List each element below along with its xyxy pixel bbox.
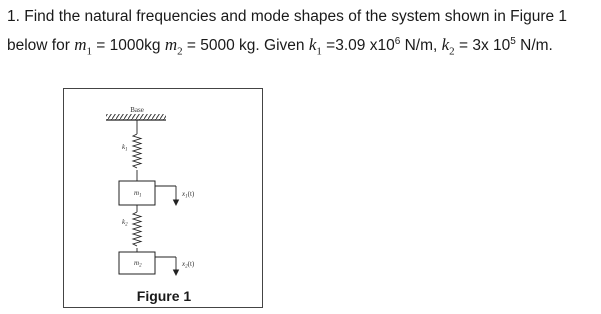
m2-symbol: $m_2$ (164, 35, 183, 58)
line2-prefix: below for (7, 37, 75, 55)
problem-line-1: 1. Find the natural frequencies and mode shapes of the system shown in Figure 1 (7, 8, 568, 25)
k2-unit: N/m. (515, 37, 553, 55)
k2-exponent: 5 (510, 36, 516, 47)
problem-statement (7, 4, 597, 65)
k1-exponent: 6 (394, 36, 401, 47)
figure-caption: Figure 1 (136, 288, 192, 304)
k2-label: $k_2$ (122, 218, 128, 228)
k2-symbol: $k_2$ (441, 35, 455, 58)
x1-label: $x_1(t)$ (182, 190, 195, 200)
m1-value: = 1000kg (91, 37, 165, 55)
base-label: Base (130, 106, 144, 114)
k1-value: =3.09 x10 (321, 37, 395, 55)
m1-label: $m_1$ (134, 189, 142, 199)
spring-k1 (133, 120, 141, 181)
figure-1 (63, 88, 263, 308)
m2-value: = 5000 kg. Given (182, 37, 309, 55)
m1-symbol: $m_1$ (74, 35, 92, 58)
x1-arrow (155, 186, 179, 205)
k2-value: = 3x 10 (454, 37, 511, 55)
x2-arrow (155, 257, 179, 275)
k1-label: $k_1$ (122, 143, 128, 153)
spring-k2 (133, 205, 141, 252)
m2-label: $m_2$ (134, 259, 142, 269)
problem-line-2 (7, 29, 597, 65)
base-ground (106, 114, 166, 120)
k1-unit: N/m, (400, 37, 442, 55)
x2-label: $x_2(t)$ (182, 260, 195, 270)
spring-mass-diagram (64, 89, 264, 309)
k1-symbol: $k_1$ (308, 35, 322, 58)
